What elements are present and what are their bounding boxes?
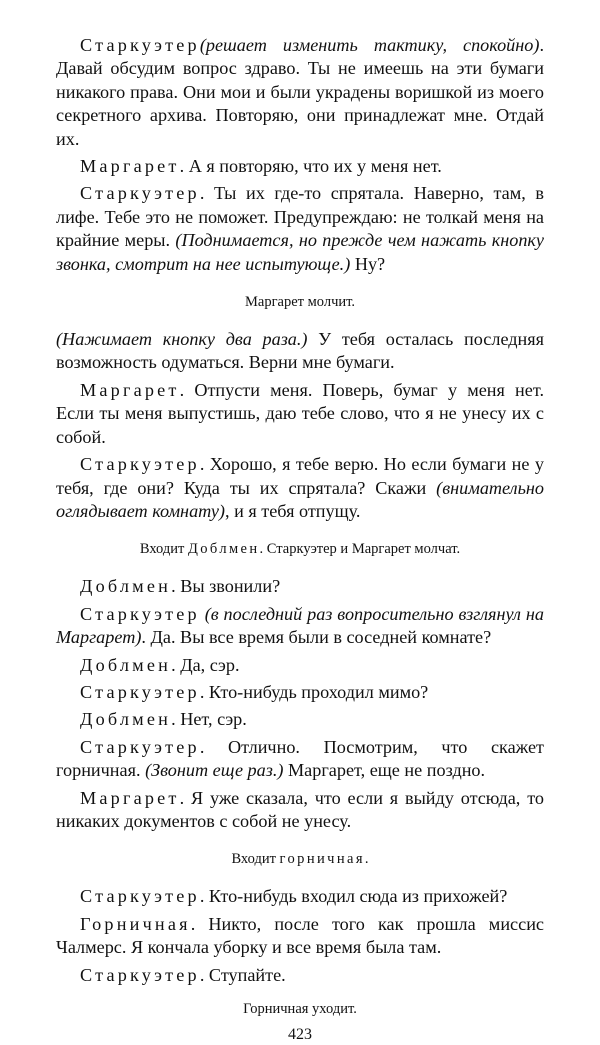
character-name: Доблмен bbox=[187, 541, 260, 558]
speaker-name: Старкуэтер bbox=[80, 183, 200, 204]
stage-direction bbox=[56, 539, 544, 559]
speaker-name: Доблмен bbox=[80, 709, 172, 730]
direction-text: Горничная уходит. bbox=[243, 1001, 357, 1017]
speaker-name: Старкуэтер bbox=[80, 886, 200, 907]
speech-text: Ну? bbox=[350, 253, 386, 274]
speech-text: . А я повторяю, что их у меня нет. bbox=[179, 156, 442, 177]
speaker-name: Доблмен bbox=[80, 576, 172, 597]
dialogue-paragraph bbox=[56, 681, 544, 704]
dialogue-paragraph bbox=[56, 787, 544, 834]
speaker-name: Маргарет bbox=[80, 379, 180, 400]
dialogue-paragraph bbox=[56, 34, 544, 151]
speaker-name: Старкуэтер bbox=[80, 35, 200, 55]
dialogue-paragraph bbox=[56, 913, 544, 960]
direction-text: Входит bbox=[231, 851, 280, 868]
speaker-name: Горничная bbox=[80, 913, 191, 934]
direction-text: Маргарет молчит. bbox=[244, 294, 355, 311]
dialogue-paragraph bbox=[56, 603, 544, 650]
speech-text: . Хорошо, я тебе верю. Но если бумаги не у тебя, где они? Куда ты их спрятала? Скажи bbox=[56, 454, 544, 498]
speech-text: . Кто-нибудь проходил мимо? bbox=[199, 681, 429, 702]
stage-remark: (Поднимается, но прежде чем нажать кнопку звонка, смотрит на нее испытующе.) bbox=[56, 230, 544, 274]
speech-text: , и я тебя отпущу. bbox=[224, 500, 361, 521]
speech-text: . Я уже сказала, что если я выйду отсюда, то никаких документов с собой не унесу. bbox=[56, 787, 544, 831]
speech-text: . Ступайте. bbox=[199, 964, 286, 985]
dialogue-paragraph bbox=[56, 654, 544, 677]
dialogue-paragraph bbox=[56, 736, 544, 783]
speaker-name: Старкуэтер bbox=[80, 603, 200, 624]
direction-text: Входит bbox=[139, 541, 188, 558]
dialogue-paragraph bbox=[56, 182, 544, 276]
dialogue-paragraph bbox=[56, 885, 544, 908]
dialogue-paragraph bbox=[56, 575, 544, 598]
dialogue-paragraph bbox=[56, 453, 544, 523]
speaker-name: Старкуэтер bbox=[80, 964, 200, 985]
speech-text: . Вы звонили? bbox=[171, 576, 281, 597]
dialogue-paragraph bbox=[56, 964, 544, 987]
speaker-name: Доблмен bbox=[80, 654, 172, 675]
stage-remark: (Звонит еще раз.) bbox=[145, 760, 284, 781]
speech-text: . Никто, после того как прошла миссис Чалмерс. Я кончала уборку и все время была там. bbox=[56, 913, 544, 958]
direction-text: . Старкуэтер и Маргарет молчат. bbox=[259, 541, 461, 558]
page-number: 423 bbox=[288, 1026, 312, 1043]
dialogue-paragraph bbox=[56, 708, 544, 731]
stage-remark: (в последний раз вопросительно взглянул на Маргарет) bbox=[56, 603, 544, 648]
speech-text: . Да. Вы все время были в соседней комнате? bbox=[141, 627, 492, 648]
stage-direction bbox=[56, 999, 544, 1019]
dialogue-paragraph bbox=[56, 328, 544, 375]
dialogue-paragraph bbox=[56, 155, 544, 178]
character-name: горничная bbox=[279, 851, 365, 868]
speech-text: Маргарет, еще не поздно. bbox=[283, 760, 486, 781]
stage-direction bbox=[56, 849, 544, 869]
stage-remark: (решает изменить тактику, спокойно) bbox=[199, 35, 540, 55]
speech-text: У тебя осталась последняя возможность одуматься. Верни мне бумаги. bbox=[56, 329, 544, 373]
stage-direction bbox=[56, 292, 544, 312]
speech-text: . Нет, сэр. bbox=[171, 709, 247, 730]
speaker-name: Маргарет bbox=[80, 156, 180, 177]
speaker-name: Маргарет bbox=[80, 787, 180, 808]
speech-text: . Отлично. Посмотрим, что скажет горничная. bbox=[56, 736, 544, 781]
speech-text: . Давай обсудим вопрос здраво. Ты не имеешь на эти бумаги никакого права. Они мои и были украдены воришкой из моего секретного архива. Повторяю, они принадлежат мне. Отдай их. bbox=[56, 35, 544, 149]
stage-remark: (внимательно оглядывает комнату) bbox=[56, 477, 544, 521]
play-text bbox=[56, 34, 544, 1019]
speech-text: . Кто-нибудь входил сюда из прихожей? bbox=[199, 886, 508, 907]
speech-text: . Отпусти меня. Поверь, бумаг у меня нет. Если ты меня выпустишь, даю тебе слово, что я не унесу их с собой. bbox=[56, 379, 544, 447]
speech-text: . Ты их где-то спрятала. Наверно, там, в лифе. Тебе это не поможет. Предупреждаю: не толкай меня на крайние меры. bbox=[56, 183, 544, 251]
speech-text: . Да, сэр. bbox=[171, 654, 240, 675]
stage-remark: (Нажимает кнопку два раза.) bbox=[56, 329, 308, 350]
dialogue-paragraph bbox=[56, 379, 544, 449]
speaker-name: Старкуэтер bbox=[80, 736, 200, 757]
speaker-name: Старкуэтер bbox=[80, 454, 200, 475]
direction-text: . bbox=[364, 851, 369, 868]
speaker-name: Старкуэтер bbox=[80, 681, 200, 702]
